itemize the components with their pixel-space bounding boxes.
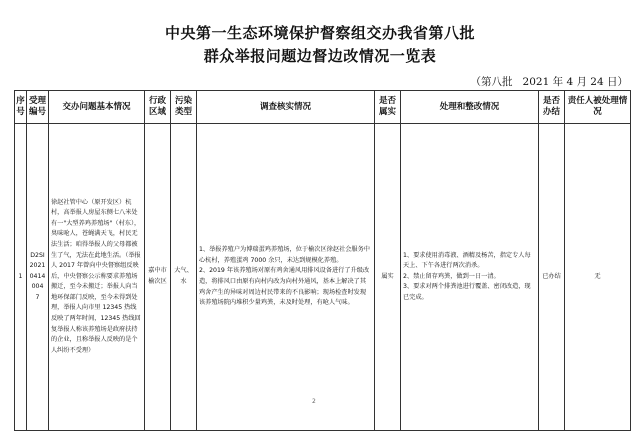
header-handling: 处理和整改情况: [401, 91, 539, 124]
header-pollution-type: 污染类型: [171, 91, 197, 124]
header-case-no: 受理编号: [27, 91, 49, 124]
cell-handling: [401, 124, 539, 431]
handling-item-2: 2、禁止留存鸡粪，做到一日一清。: [403, 272, 500, 280]
cell-pollution-type: 大气、水: [171, 124, 197, 431]
document-title-line-1: 中央第一生态环境保护督察组交办我省第八批: [164, 24, 475, 42]
page-number: 2: [312, 398, 316, 405]
header-investigation: 调查核实情况: [197, 91, 375, 124]
cell-accountability: 无: [565, 124, 631, 431]
cell-case-no: D2SI20210414004 7: [27, 124, 49, 431]
cell-basic-info: 徐赵社管中心（原开发区）杭村，高举报人房屋东侧七八米处有一"大型养鸡养殖场"（村东），臭味呛人，苍蝇满天飞，村民无法生活；咱得举报人的父母都被生了气，无法在此地生活。（举报人 2017 年曾向中央督察组反映后，中央督察公示称要求养殖场搬迁，至今未搬迁；举报人向当地环保部门反映，至今未得到处理，举报人向市里 12345 热线反映了两年时间，12345 热线回复举报人称该养殖场是政府扶持的企业，且称举报人反映的是个人纠纷不受理）: [49, 124, 145, 431]
header-basic-info: 交办问题基本情况: [49, 91, 145, 124]
header-closed: 是否办结: [539, 91, 565, 124]
handling-item-1: 1、要求使用消毒液、酒精及杨苦，指定专人每天上、下午各进行两次消杀。: [403, 251, 531, 270]
table-row: [15, 124, 631, 431]
cell-district: 嘉中市榆次区: [145, 124, 171, 431]
document-title-line-2: 群众举报问题边督边改情况一览表: [203, 47, 437, 65]
header-accountability: 责任人被处理情况: [565, 91, 631, 124]
handling-item-3: 3、要求对两个排粪池进行覆盖、密闭改造，现已完成。: [403, 283, 531, 301]
batch-date-note: （第八批 2021 年 4 月 24 日）: [470, 76, 628, 88]
investigation-paragraph-2: 2、2019 年该养殖场对原有鸡舍通风用排风设备进行了升级改造，将排风口由原有向村内改为向村外通风，基本上解决了其鸡舍产生的异味对周边村民带来的不良影响；现场检查时发现该养殖场院内堆积少量鸡粪，未及时处理，有呛人气味。: [199, 267, 370, 307]
cell-closed: 已办结: [539, 124, 565, 431]
report-table: [14, 90, 631, 431]
table-header-row: [15, 91, 631, 124]
cell-seq: 1: [15, 124, 27, 431]
cell-true-flag: 属实: [375, 124, 401, 431]
header-true-flag: 是否属实: [375, 91, 401, 124]
header-district: 行政区域: [145, 91, 171, 124]
investigation-paragraph-1: 1、举报养殖户为博瑞蛋鸡养殖场，位于榆次区徐赵社会服务中心杭村，养殖蛋鸡 7000 余只，未达到规模化养殖。: [199, 246, 370, 264]
cell-investigation: [197, 124, 375, 431]
header-seq: 序号: [15, 91, 27, 124]
